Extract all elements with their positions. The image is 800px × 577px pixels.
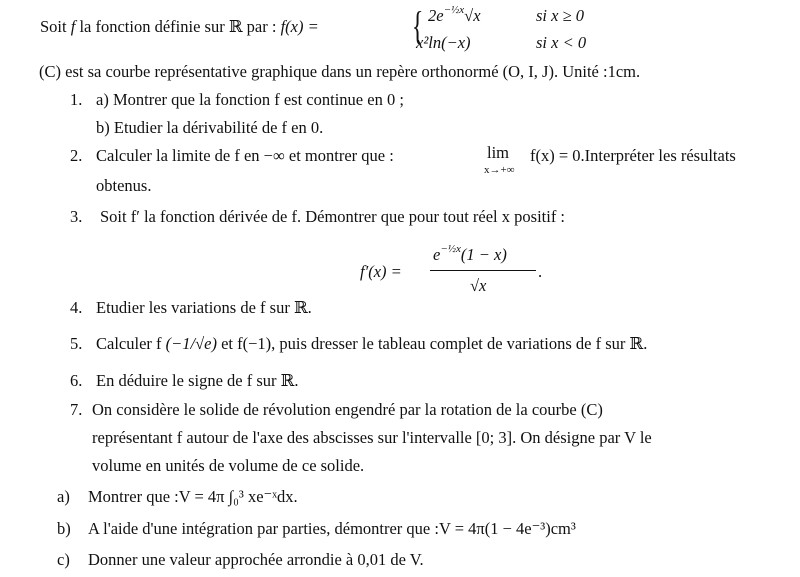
- q4-number: 4.: [70, 298, 83, 317]
- q7-line2: représentant f autour de l'axe des abscisses sur l'intervalle [0; 3]. On désigne par V le: [92, 428, 652, 447]
- intro-line: [40, 17, 319, 37]
- q2-lim-sub: x→+∞: [484, 164, 515, 176]
- q7-number: 7.: [70, 400, 83, 419]
- intro-part2: la fonction définie sur ℝ par :: [79, 17, 277, 36]
- q3-text: Soit f′ la fonction dérivée de f. Démontrer que pour tout réel x positif :: [100, 207, 566, 226]
- curve-description: (C) est sa courbe représentative graphique dans un repère orthonormé (O, I, J). Unité :1cm.: [39, 62, 641, 81]
- q2-line1-b: f(x) = 0.Interpréter les résultats: [530, 146, 736, 165]
- q5-a: Calculer f: [96, 334, 162, 353]
- qc-text: Donner une valeur approchée arrondie à 0,01 de V.: [88, 550, 424, 569]
- q2-line1-a: Calculer la limite de f en −∞ et montrer que :: [96, 146, 394, 165]
- q7-line1: On considère le solide de révolution engendré par la rotation de la courbe (C): [92, 400, 603, 419]
- q6-number: 6.: [70, 371, 83, 390]
- q7-line3: volume en unités de volume de ce solide.: [92, 456, 365, 475]
- piecewise-brace: {: [411, 3, 424, 48]
- q3-end: .: [538, 262, 543, 281]
- qa-label: a): [57, 487, 70, 506]
- q3-fraction-bar: [430, 270, 536, 271]
- q1-number: 1.: [70, 90, 83, 109]
- piecewise-cond2: si x < 0: [536, 33, 587, 52]
- qa-text: Montrer que :V = 4π ∫₀³ xe⁻ˣdx.: [88, 487, 298, 506]
- q5-line: [96, 334, 647, 354]
- q5-b: et f(−1), puis dresser le tableau complet de variations de f sur ℝ.: [221, 334, 648, 353]
- q1-b: b) Etudier la dérivabilité de f en 0.: [96, 118, 324, 137]
- qc-label: c): [57, 550, 70, 569]
- intro-fx: f(x) =: [280, 17, 319, 36]
- q5-number: 5.: [70, 334, 83, 353]
- q4-text: Etudier les variations de f sur ℝ.: [96, 298, 312, 317]
- q3-lhs: f′(x) =: [360, 262, 402, 281]
- piecewise-case2: x²ln(−x): [416, 33, 471, 52]
- intro-part1: Soit: [40, 17, 67, 36]
- qb-text: A l'aide d'une intégration par parties, démontrer que :V = 4π(1 − 4e⁻³)cm³: [88, 519, 576, 538]
- q3-number: 3.: [70, 207, 83, 226]
- q1-a: a) Montrer que la fonction f est continue en 0 ;: [96, 90, 404, 109]
- q3-numerator: $e^{-\frac{1}{2}x}(1 - x)$: [433, 243, 507, 264]
- q2-line2: obtenus.: [96, 176, 152, 195]
- q2-number: 2.: [70, 146, 83, 165]
- q2-lim: lim: [487, 143, 510, 162]
- qb-label: b): [57, 519, 71, 538]
- q3-denominator: √x: [470, 276, 487, 295]
- piecewise-cond1: si x ≥ 0: [536, 6, 585, 25]
- q6-text: En déduire le signe de f sur ℝ.: [96, 371, 299, 390]
- intro-f: f: [70, 17, 76, 36]
- piecewise-case1: $2e^{-\frac{1}{2}x}√x$: [428, 4, 481, 25]
- q5-arg: (−1/√e): [165, 334, 217, 353]
